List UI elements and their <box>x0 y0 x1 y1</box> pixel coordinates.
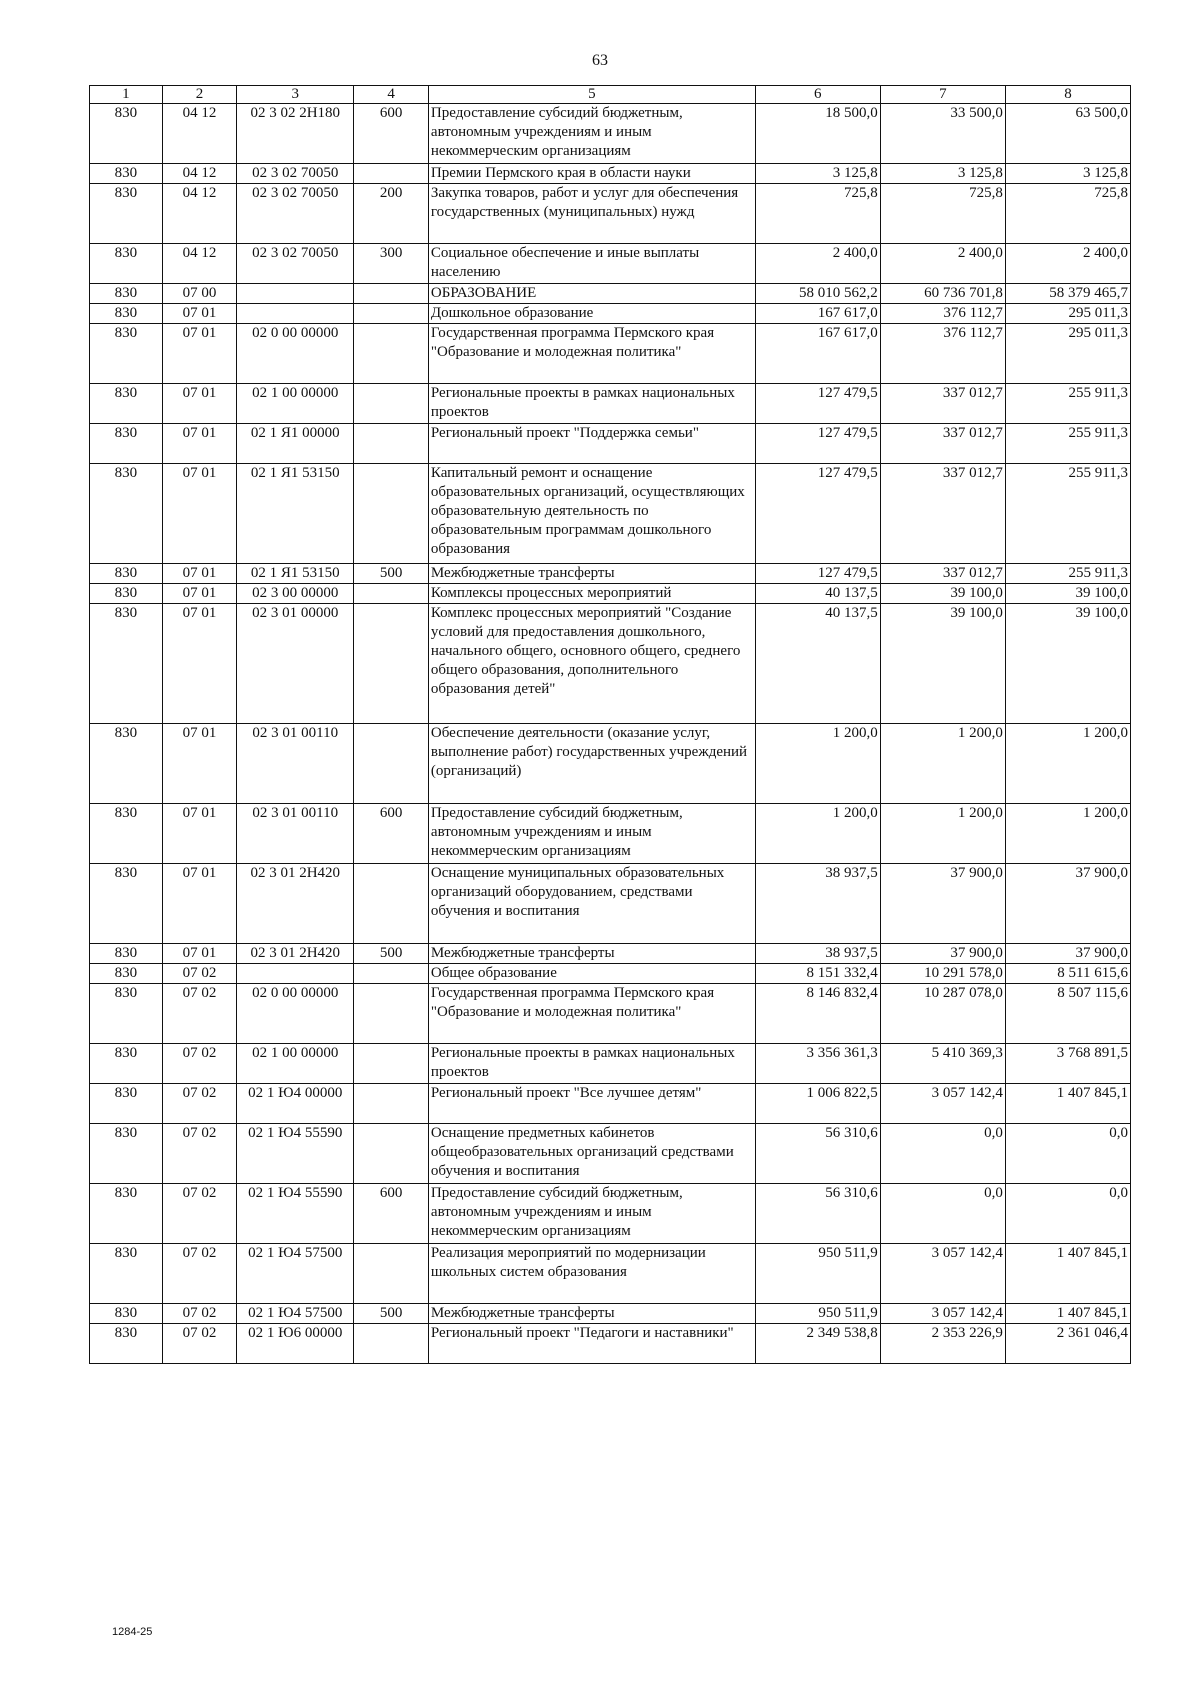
cell-expense-type <box>354 1124 429 1184</box>
table-row <box>90 944 1131 964</box>
table-row <box>90 1124 1131 1184</box>
cell-amount-year1: 38 937,5 <box>755 944 880 964</box>
table-row <box>90 1324 1131 1364</box>
cell-expense-type <box>354 304 429 324</box>
cell-target-article: 02 3 02 70050 <box>237 244 354 284</box>
cell-amount-year3: 0,0 <box>1005 1184 1130 1244</box>
column-header-5: 5 <box>428 86 755 104</box>
table-row <box>90 304 1131 324</box>
table-row <box>90 1044 1131 1084</box>
table-row <box>90 104 1131 164</box>
cell-amount-year3: 3 768 891,5 <box>1005 1044 1130 1084</box>
cell-amount-year2: 1 200,0 <box>880 804 1005 864</box>
cell-admin-code: 830 <box>90 1124 163 1184</box>
cell-name: Межбюджетные трансферты <box>428 1304 755 1324</box>
cell-name: Обеспечение деятельности (оказание услуг, выполнение работ) государственных учреждений (организаций) <box>428 724 755 804</box>
cell-section: 07 02 <box>162 1244 237 1304</box>
cell-amount-year2: 33 500,0 <box>880 104 1005 164</box>
cell-target-article: 02 1 Я1 53150 <box>237 564 354 584</box>
cell-amount-year3: 3 125,8 <box>1005 164 1130 184</box>
cell-admin-code: 830 <box>90 564 163 584</box>
cell-amount-year3: 1 200,0 <box>1005 804 1130 864</box>
cell-amount-year1: 3 356 361,3 <box>755 1044 880 1084</box>
cell-target-article: 02 0 00 00000 <box>237 324 354 384</box>
cell-amount-year2: 337 012,7 <box>880 384 1005 424</box>
cell-expense-type: 600 <box>354 1184 429 1244</box>
cell-target-article: 02 1 Ю6 00000 <box>237 1324 354 1364</box>
cell-expense-type: 300 <box>354 244 429 284</box>
page-number: 63 <box>592 52 608 69</box>
cell-amount-year2: 376 112,7 <box>880 304 1005 324</box>
cell-amount-year1: 56 310,6 <box>755 1184 880 1244</box>
cell-target-article: 02 3 02 70050 <box>237 184 354 244</box>
cell-name: ОБРАЗОВАНИЕ <box>428 284 755 304</box>
table-row <box>90 804 1131 864</box>
cell-amount-year1: 56 310,6 <box>755 1124 880 1184</box>
cell-section: 07 02 <box>162 1084 237 1124</box>
cell-expense-type: 600 <box>354 804 429 864</box>
cell-amount-year1: 58 010 562,2 <box>755 284 880 304</box>
cell-section: 07 02 <box>162 1184 237 1244</box>
cell-section: 04 12 <box>162 164 237 184</box>
cell-name: Предоставление субсидий бюджетным, автономным учреждениям и иным некоммерческим организациям <box>428 804 755 864</box>
cell-expense-type <box>354 464 429 564</box>
cell-name: Реализация мероприятий по модернизации школьных систем образования <box>428 1244 755 1304</box>
cell-target-article: 02 3 01 00000 <box>237 604 354 724</box>
cell-amount-year1: 3 125,8 <box>755 164 880 184</box>
cell-amount-year1: 127 479,5 <box>755 564 880 584</box>
cell-expense-type <box>354 324 429 384</box>
cell-admin-code: 830 <box>90 724 163 804</box>
cell-section: 07 00 <box>162 284 237 304</box>
cell-amount-year3: 39 100,0 <box>1005 604 1130 724</box>
cell-amount-year3: 255 911,3 <box>1005 424 1130 464</box>
cell-name: Предоставление субсидий бюджетным, автономным учреждениям и иным некоммерческим организациям <box>428 104 755 164</box>
table-row <box>90 464 1131 564</box>
cell-admin-code: 830 <box>90 464 163 564</box>
cell-amount-year3: 725,8 <box>1005 184 1130 244</box>
cell-expense-type: 600 <box>354 104 429 164</box>
cell-amount-year3: 58 379 465,7 <box>1005 284 1130 304</box>
cell-name: Региональные проекты в рамках национальных проектов <box>428 384 755 424</box>
cell-name: Комплексы процессных мероприятий <box>428 584 755 604</box>
cell-expense-type <box>354 964 429 984</box>
cell-amount-year2: 337 012,7 <box>880 424 1005 464</box>
cell-section: 07 01 <box>162 384 237 424</box>
cell-section: 07 02 <box>162 1324 237 1364</box>
cell-amount-year3: 8 511 615,6 <box>1005 964 1130 984</box>
cell-expense-type <box>354 864 429 944</box>
cell-expense-type <box>354 284 429 304</box>
cell-name: Региональный проект "Педагоги и наставники" <box>428 1324 755 1364</box>
cell-expense-type: 500 <box>354 944 429 964</box>
cell-admin-code: 830 <box>90 104 163 164</box>
cell-name: Региональные проекты в рамках национальных проектов <box>428 1044 755 1084</box>
table-row <box>90 324 1131 384</box>
cell-amount-year1: 18 500,0 <box>755 104 880 164</box>
cell-expense-type <box>354 724 429 804</box>
cell-amount-year2: 37 900,0 <box>880 864 1005 944</box>
cell-amount-year3: 295 011,3 <box>1005 324 1130 384</box>
cell-expense-type <box>354 584 429 604</box>
cell-amount-year1: 1 200,0 <box>755 804 880 864</box>
cell-admin-code: 830 <box>90 1324 163 1364</box>
cell-amount-year3: 1 407 845,1 <box>1005 1244 1130 1304</box>
cell-target-article: 02 1 Я1 53150 <box>237 464 354 564</box>
cell-section: 07 02 <box>162 1044 237 1084</box>
cell-admin-code: 830 <box>90 1044 163 1084</box>
cell-amount-year2: 337 012,7 <box>880 564 1005 584</box>
table-row <box>90 244 1131 284</box>
table-row <box>90 284 1131 304</box>
cell-target-article: 02 0 00 00000 <box>237 984 354 1044</box>
cell-admin-code: 830 <box>90 964 163 984</box>
cell-name: Комплекс процессных мероприятий "Создание условий для предоставления дошкольного, начального общего, основного общего, среднего общего образования, дополнительного образования детей" <box>428 604 755 724</box>
cell-expense-type <box>354 1044 429 1084</box>
cell-name: Региональный проект "Все лучшее детям" <box>428 1084 755 1124</box>
cell-amount-year3: 0,0 <box>1005 1124 1130 1184</box>
cell-amount-year1: 8 146 832,4 <box>755 984 880 1044</box>
cell-amount-year1: 40 137,5 <box>755 604 880 724</box>
cell-amount-year1: 2 349 538,8 <box>755 1324 880 1364</box>
table-row <box>90 724 1131 804</box>
column-header-4: 4 <box>354 86 429 104</box>
cell-admin-code: 830 <box>90 244 163 284</box>
cell-section: 07 01 <box>162 564 237 584</box>
cell-expense-type <box>354 604 429 724</box>
cell-amount-year3: 2 400,0 <box>1005 244 1130 284</box>
cell-target-article: 02 3 01 00110 <box>237 724 354 804</box>
cell-name: Социальное обеспечение и иные выплаты населению <box>428 244 755 284</box>
cell-target-article: 02 3 00 00000 <box>237 584 354 604</box>
cell-amount-year3: 2 361 046,4 <box>1005 1324 1130 1364</box>
cell-amount-year3: 37 900,0 <box>1005 864 1130 944</box>
table-row <box>90 1184 1131 1244</box>
cell-admin-code: 830 <box>90 864 163 944</box>
cell-target-article: 02 1 Я1 00000 <box>237 424 354 464</box>
cell-amount-year3: 1 407 845,1 <box>1005 1304 1130 1324</box>
cell-amount-year2: 337 012,7 <box>880 464 1005 564</box>
cell-name: Оснащение муниципальных образовательных организаций оборудованием, средствами обучения и воспитания <box>428 864 755 944</box>
cell-section: 07 02 <box>162 1304 237 1324</box>
cell-amount-year3: 39 100,0 <box>1005 584 1130 604</box>
cell-name: Государственная программа Пермского края "Образование и молодежная политика" <box>428 984 755 1044</box>
cell-section: 07 02 <box>162 1124 237 1184</box>
cell-expense-type <box>354 1244 429 1304</box>
cell-expense-type <box>354 164 429 184</box>
cell-amount-year1: 1 200,0 <box>755 724 880 804</box>
cell-amount-year2: 376 112,7 <box>880 324 1005 384</box>
cell-amount-year1: 167 617,0 <box>755 304 880 324</box>
cell-amount-year2: 60 736 701,8 <box>880 284 1005 304</box>
cell-amount-year3: 255 911,3 <box>1005 564 1130 584</box>
cell-amount-year2: 10 291 578,0 <box>880 964 1005 984</box>
cell-target-article <box>237 964 354 984</box>
cell-admin-code: 830 <box>90 1244 163 1304</box>
cell-admin-code: 830 <box>90 604 163 724</box>
cell-amount-year3: 37 900,0 <box>1005 944 1130 964</box>
cell-amount-year2: 3 057 142,4 <box>880 1244 1005 1304</box>
cell-target-article: 02 1 Ю4 00000 <box>237 1084 354 1124</box>
cell-name: Премии Пермского края в области науки <box>428 164 755 184</box>
cell-amount-year2: 2 353 226,9 <box>880 1324 1005 1364</box>
cell-amount-year1: 8 151 332,4 <box>755 964 880 984</box>
cell-amount-year1: 127 479,5 <box>755 424 880 464</box>
cell-target-article <box>237 284 354 304</box>
cell-target-article: 02 3 01 2Н420 <box>237 864 354 944</box>
cell-expense-type <box>354 1324 429 1364</box>
table-body <box>90 104 1131 1364</box>
table-header-row <box>90 86 1131 104</box>
cell-amount-year1: 1 006 822,5 <box>755 1084 880 1124</box>
cell-section: 07 01 <box>162 464 237 564</box>
cell-amount-year2: 1 200,0 <box>880 724 1005 804</box>
cell-expense-type: 200 <box>354 184 429 244</box>
table-row <box>90 604 1131 724</box>
cell-amount-year2: 37 900,0 <box>880 944 1005 964</box>
cell-amount-year1: 950 511,9 <box>755 1304 880 1324</box>
cell-target-article <box>237 304 354 324</box>
cell-section: 04 12 <box>162 184 237 244</box>
cell-amount-year1: 167 617,0 <box>755 324 880 384</box>
cell-amount-year1: 127 479,5 <box>755 384 880 424</box>
cell-amount-year1: 725,8 <box>755 184 880 244</box>
cell-amount-year2: 5 410 369,3 <box>880 1044 1005 1084</box>
cell-name: Региональный проект "Поддержка семьи" <box>428 424 755 464</box>
cell-amount-year2: 725,8 <box>880 184 1005 244</box>
cell-target-article: 02 3 02 2Н180 <box>237 104 354 164</box>
cell-admin-code: 830 <box>90 304 163 324</box>
cell-name: Капитальный ремонт и оснащение образовательных организаций, осуществляющих образовательную деятельность по образовательным программам дошкольного образования <box>428 464 755 564</box>
cell-name: Дошкольное образование <box>428 304 755 324</box>
cell-amount-year3: 1 407 845,1 <box>1005 1084 1130 1124</box>
cell-name: Оснащение предметных кабинетов общеобразовательных организаций средствами обучения и воспитания <box>428 1124 755 1184</box>
cell-amount-year1: 40 137,5 <box>755 584 880 604</box>
table-row <box>90 184 1131 244</box>
table-row <box>90 584 1131 604</box>
cell-amount-year3: 295 011,3 <box>1005 304 1130 324</box>
cell-section: 04 12 <box>162 244 237 284</box>
cell-amount-year2: 3 125,8 <box>880 164 1005 184</box>
cell-section: 07 01 <box>162 424 237 464</box>
cell-section: 07 01 <box>162 724 237 804</box>
table-row <box>90 424 1131 464</box>
table-row <box>90 984 1131 1044</box>
cell-name: Государственная программа Пермского края "Образование и молодежная политика" <box>428 324 755 384</box>
cell-amount-year2: 10 287 078,0 <box>880 984 1005 1044</box>
column-header-8: 8 <box>1005 86 1130 104</box>
cell-amount-year3: 8 507 115,6 <box>1005 984 1130 1044</box>
table-row <box>90 864 1131 944</box>
cell-target-article: 02 3 02 70050 <box>237 164 354 184</box>
cell-admin-code: 830 <box>90 1304 163 1324</box>
document-code: 1284-25 <box>112 1626 153 1638</box>
table-row <box>90 1304 1131 1324</box>
table-row <box>90 164 1131 184</box>
cell-name: Закупка товаров, работ и услуг для обеспечения государственных (муниципальных) нужд <box>428 184 755 244</box>
cell-admin-code: 830 <box>90 984 163 1044</box>
cell-section: 07 02 <box>162 964 237 984</box>
cell-target-article: 02 1 Ю4 55590 <box>237 1124 354 1184</box>
cell-expense-type: 500 <box>354 564 429 584</box>
cell-section: 07 01 <box>162 324 237 384</box>
column-header-1: 1 <box>90 86 163 104</box>
cell-expense-type <box>354 384 429 424</box>
cell-target-article: 02 3 01 2Н420 <box>237 944 354 964</box>
cell-section: 07 01 <box>162 944 237 964</box>
cell-amount-year2: 0,0 <box>880 1124 1005 1184</box>
cell-target-article: 02 1 Ю4 57500 <box>237 1244 354 1304</box>
cell-amount-year1: 127 479,5 <box>755 464 880 564</box>
column-header-3: 3 <box>237 86 354 104</box>
cell-admin-code: 830 <box>90 284 163 304</box>
cell-amount-year1: 2 400,0 <box>755 244 880 284</box>
cell-admin-code: 830 <box>90 164 163 184</box>
column-header-6: 6 <box>755 86 880 104</box>
cell-amount-year3: 1 200,0 <box>1005 724 1130 804</box>
cell-admin-code: 830 <box>90 1084 163 1124</box>
table-row <box>90 964 1131 984</box>
table-row <box>90 1244 1131 1304</box>
cell-expense-type <box>354 424 429 464</box>
column-header-7: 7 <box>880 86 1005 104</box>
cell-target-article: 02 3 01 00110 <box>237 804 354 864</box>
cell-amount-year2: 39 100,0 <box>880 584 1005 604</box>
cell-name: Общее образование <box>428 964 755 984</box>
cell-target-article: 02 1 Ю4 55590 <box>237 1184 354 1244</box>
cell-expense-type <box>354 984 429 1044</box>
cell-amount-year1: 38 937,5 <box>755 864 880 944</box>
cell-section: 07 01 <box>162 584 237 604</box>
cell-amount-year2: 0,0 <box>880 1184 1005 1244</box>
cell-section: 07 01 <box>162 304 237 324</box>
cell-target-article: 02 1 00 00000 <box>237 1044 354 1084</box>
budget-table <box>89 85 1131 1364</box>
cell-amount-year2: 3 057 142,4 <box>880 1304 1005 1324</box>
cell-amount-year3: 255 911,3 <box>1005 384 1130 424</box>
column-header-2: 2 <box>162 86 237 104</box>
cell-admin-code: 830 <box>90 384 163 424</box>
cell-admin-code: 830 <box>90 324 163 384</box>
cell-admin-code: 830 <box>90 804 163 864</box>
cell-name: Межбюджетные трансферты <box>428 564 755 584</box>
cell-section: 04 12 <box>162 104 237 164</box>
cell-target-article: 02 1 Ю4 57500 <box>237 1304 354 1324</box>
cell-amount-year3: 63 500,0 <box>1005 104 1130 164</box>
cell-section: 07 01 <box>162 864 237 944</box>
table-row <box>90 564 1131 584</box>
cell-target-article: 02 1 00 00000 <box>237 384 354 424</box>
table-row <box>90 384 1131 424</box>
cell-amount-year2: 2 400,0 <box>880 244 1005 284</box>
cell-amount-year1: 950 511,9 <box>755 1244 880 1304</box>
cell-name: Межбюджетные трансферты <box>428 944 755 964</box>
cell-admin-code: 830 <box>90 944 163 964</box>
cell-expense-type: 500 <box>354 1304 429 1324</box>
cell-admin-code: 830 <box>90 1184 163 1244</box>
cell-name: Предоставление субсидий бюджетным, автономным учреждениям и иным некоммерческим организациям <box>428 1184 755 1244</box>
cell-amount-year3: 255 911,3 <box>1005 464 1130 564</box>
cell-amount-year2: 3 057 142,4 <box>880 1084 1005 1124</box>
table-row <box>90 1084 1131 1124</box>
cell-section: 07 02 <box>162 984 237 1044</box>
cell-amount-year2: 39 100,0 <box>880 604 1005 724</box>
cell-section: 07 01 <box>162 604 237 724</box>
cell-admin-code: 830 <box>90 584 163 604</box>
cell-section: 07 01 <box>162 804 237 864</box>
cell-admin-code: 830 <box>90 184 163 244</box>
cell-expense-type <box>354 1084 429 1124</box>
cell-admin-code: 830 <box>90 424 163 464</box>
